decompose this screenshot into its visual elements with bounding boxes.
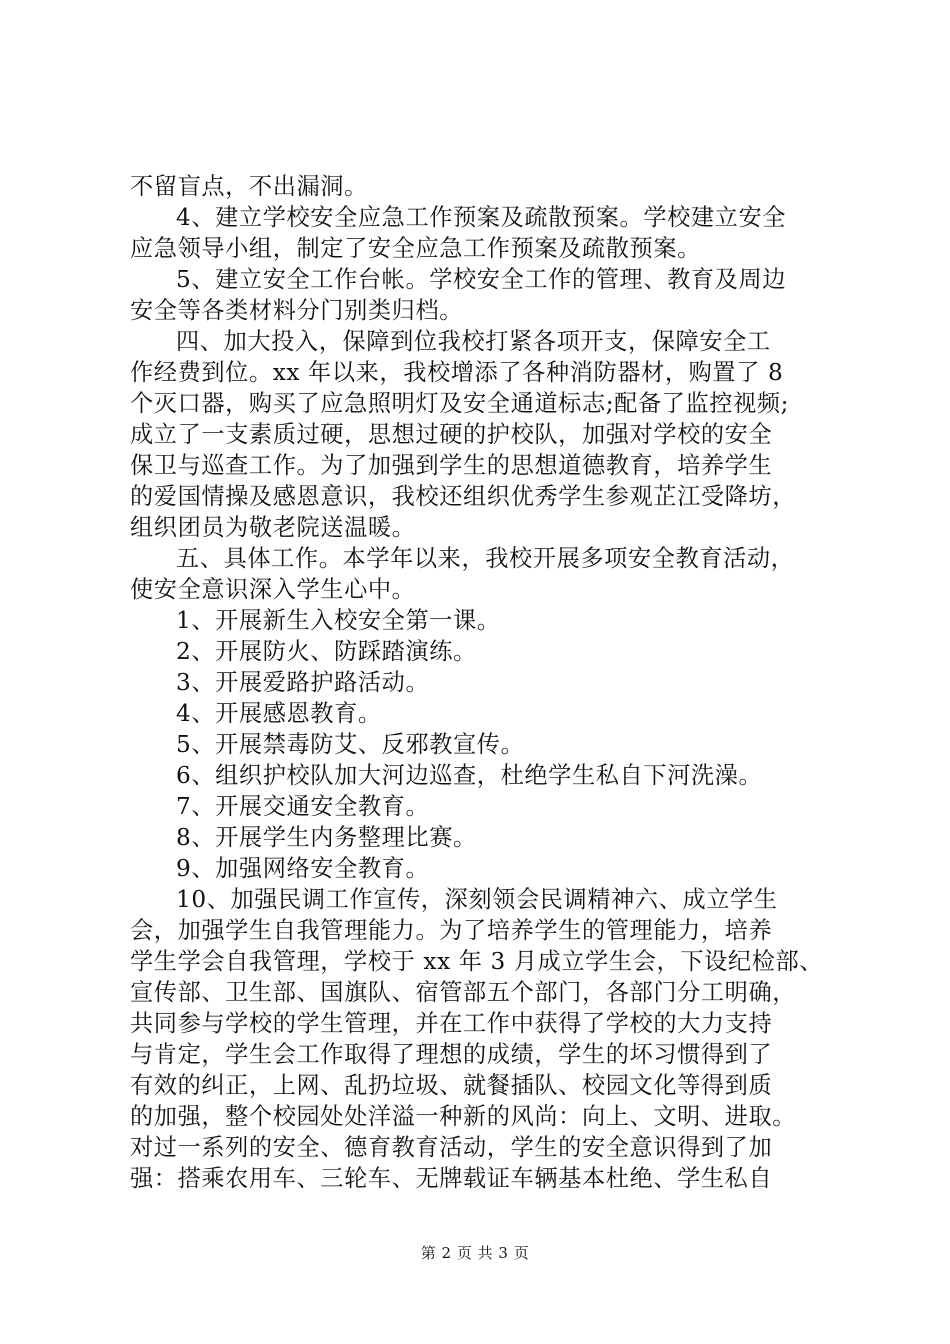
- text-line: 保卫与巡查工作。为了加强到学生的思想道德教育，培养学生: [130, 452, 773, 479]
- text-line: 四、加大投入，保障到位我校打紧各项开支，保障安全工: [176, 328, 771, 355]
- text-line: 强：搭乘农用车、三轮车、无牌载证车辆基本杜绝、学生私自: [130, 1165, 773, 1192]
- text-line: 7、开展交通安全教育。: [176, 793, 430, 820]
- text-line: 4、建立学校安全应急工作预案及疏散预案。学校建立安全: [176, 204, 787, 231]
- text-line: 4、开展感恩教育。: [176, 700, 382, 727]
- page-number-label: 第 2 页 共 3 页: [420, 1244, 530, 1262]
- text-line: 作经费到位。xx 年以来，我校增添了各种消防器材，购置了 8: [130, 359, 784, 386]
- text-line: 6、组织护校队加大河边巡查，杜绝学生私自下河洗澡。: [176, 762, 763, 789]
- text-line: 5、开展禁毒防艾、反邪教宣传。: [176, 731, 525, 758]
- text-line: 会，加强学生自我管理能力。为了培养学生的管理能力，培养: [130, 917, 773, 944]
- text-line: 对过一系列的安全、德育教育活动，学生的安全意识得到了加: [130, 1134, 773, 1161]
- text-line: 2、开展防火、防踩踏演练。: [176, 638, 477, 665]
- text-line: 有效的纠正，上网、乱扔垃圾、就餐插队、校园文化等得到质: [130, 1072, 773, 1099]
- text-line: 的加强，整个校园处处洋溢一种新的风尚：向上、文明、进取。: [130, 1103, 797, 1130]
- text-line: 使安全意识深入学生心中。: [130, 576, 416, 603]
- text-line: 学生学会自我管理，学校于 xx 年 3 月成立学生会，下设纪检部、: [130, 948, 824, 975]
- text-line: 不留盲点，不出漏洞。: [130, 173, 368, 200]
- text-line: 5、建立安全工作台帐。学校安全工作的管理、教育及周边: [176, 266, 787, 293]
- text-line: 个灭口器，购买了应急照明灯及安全通道标志;配备了监控视频;: [130, 390, 790, 417]
- text-line: 与肯定，学生会工作取得了理想的成绩，学生的坏习惯得到了: [130, 1041, 773, 1068]
- text-line: 1、开展新生入校安全第一课。: [176, 607, 501, 634]
- text-line: 10、加强民调工作宣传，深刻领会民调精神六、成立学生: [176, 886, 778, 913]
- text-line: 宣传部、卫生部、国旗队、宿管部五个部门，各部门分工明确，: [130, 979, 797, 1006]
- text-line: 9、加强网络安全教育。: [176, 855, 430, 882]
- text-line: 的爱国情操及感恩意识，我校还组织优秀学生参观芷江受降坊，: [130, 483, 797, 510]
- text-line: 安全等各类材料分门别类归档。: [130, 297, 464, 324]
- page-footer: [0, 1242, 950, 1263]
- document-body: [130, 171, 830, 1194]
- text-line: 共同参与学校的学生管理，并在工作中获得了学校的大力支持: [130, 1010, 773, 1037]
- text-line: 成立了一支素质过硬，思想过硬的护校队，加强对学校的安全: [130, 421, 773, 448]
- text-line: 五、具体工作。本学年以来，我校开展多项安全教育活动，: [176, 545, 795, 572]
- text-line: 应急领导小组，制定了安全应急工作预案及疏散预案。: [130, 235, 701, 262]
- text-line: 8、开展学生内务整理比赛。: [176, 824, 477, 851]
- text-line: 3、开展爱路护路活动。: [176, 669, 430, 696]
- text-line: 组织团员为敬老院送温暖。: [130, 514, 416, 541]
